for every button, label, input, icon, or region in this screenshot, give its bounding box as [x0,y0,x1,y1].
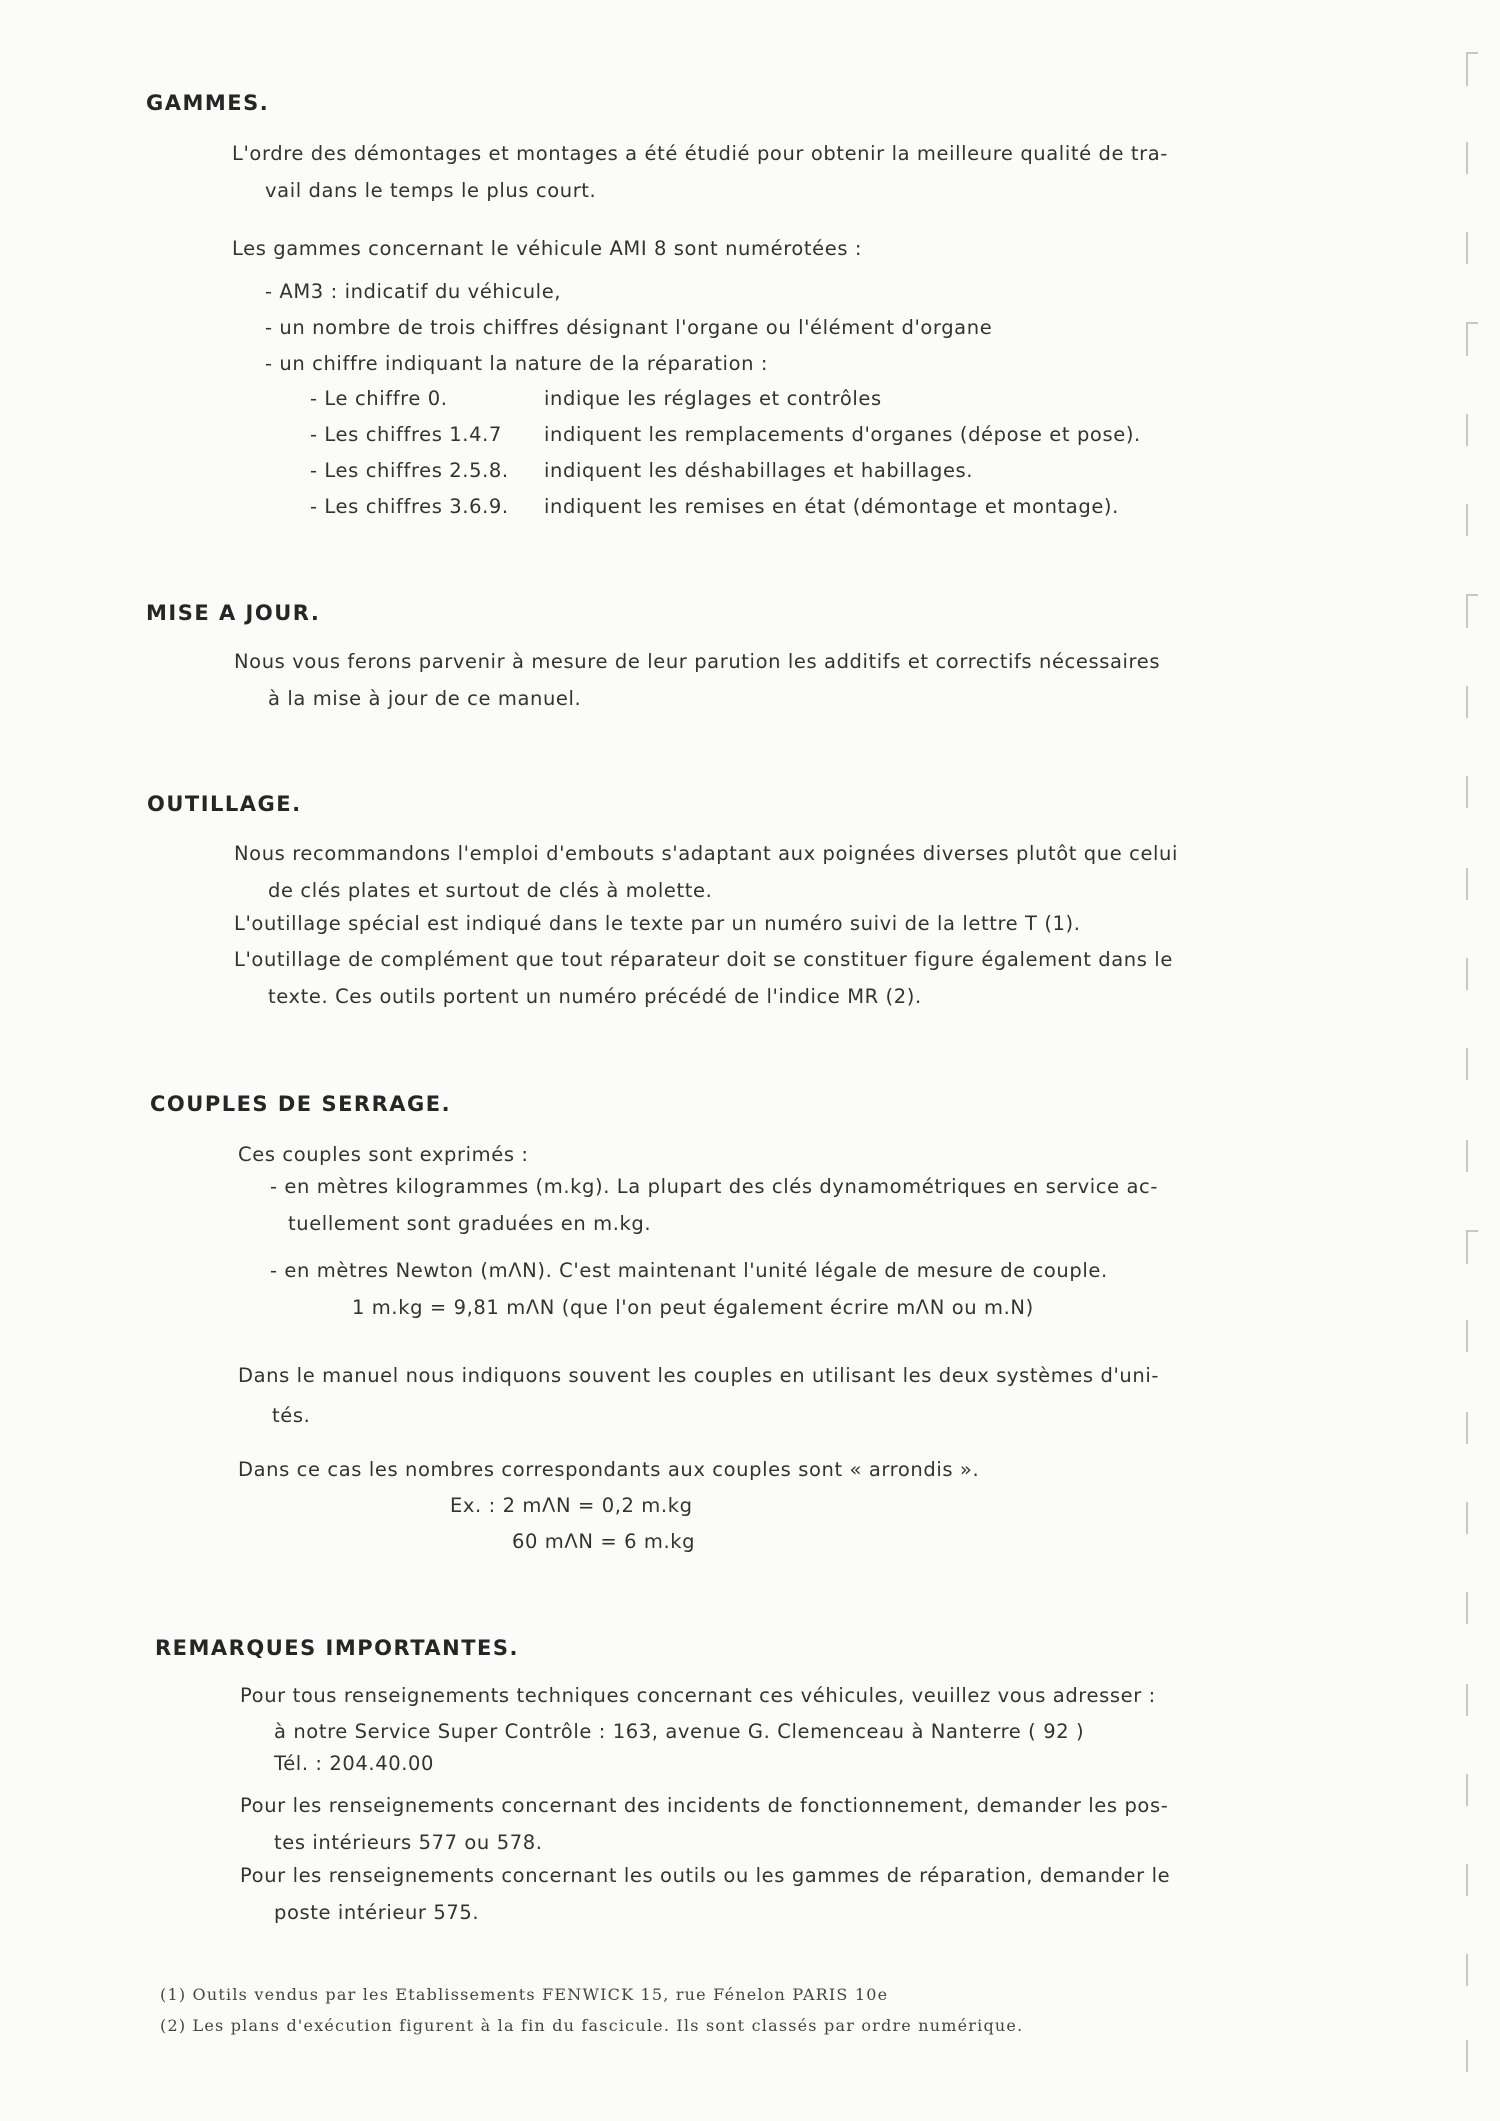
gammes-numbering-intro: Les gammes concernant le véhicule AMI 8 sont numérotées : [232,237,863,260]
gammes-item-organ: - un nombre de trois chiffres désignant l'organe ou l'élément d'organe [265,316,993,339]
heading-couples-de-serrage: COUPLES DE SERRAGE. [150,1092,452,1116]
remarques-line-2: à notre Service Super Contrôle : 163, avenue G. Clemenceau à Nanterre ( 92 ) [274,1720,1085,1743]
remarques-line-7: poste intérieur 575. [274,1901,480,1924]
couples-line-3: tuellement sont graduées en m.kg. [288,1212,652,1235]
couples-line-5: 1 m.kg = 9,81 mΛN (que l'on peut également écrire mΛN ou m.N) [352,1296,1034,1319]
code-desc: indiquent les remplacements d'organes (dépose et pose). [544,423,1141,446]
footnote-1: (1) Outils vendus par les Etablissements FENWICK 15, rue Fénelon PARIS 10e [160,1985,889,2004]
code-label: - Les chiffres 3.6.9. [310,495,509,518]
remarques-line-3: Tél. : 204.40.00 [274,1752,435,1775]
outillage-line-2: de clés plates et surtout de clés à molette. [268,879,713,902]
outillage-line-4: L'outillage de complément que tout réparateur doit se constituer figure également dans le [234,948,1173,971]
outillage-line-5: texte. Ces outils portent un numéro précédé de l'indice MR (2). [268,985,922,1008]
remarques-line-5: tes intérieurs 577 ou 578. [274,1831,543,1854]
gammes-intro-line-2: vail dans le temps le plus court. [265,179,597,202]
remarques-line-6: Pour les renseignements concernant les outils ou les gammes de réparation, demander le [240,1864,1171,1887]
couples-example-1: Ex. : 2 mΛN = 0,2 m.kg [450,1494,693,1517]
heading-mise-a-jour: MISE A JOUR. [146,601,321,625]
code-label: - Les chiffres 1.4.7 [310,423,502,446]
code-desc: indiquent les déshabillages et habillages. [544,459,974,482]
outillage-line-3: L'outillage spécial est indiqué dans le texte par un numéro suivi de la lettre T (1). [234,912,1081,935]
couples-line-7: tés. [272,1404,311,1427]
gammes-intro-line-1: L'ordre des démontages et montages a été étudié pour obtenir la meilleure qualité de tra- [232,142,1168,165]
couples-example-2: 60 mΛN = 6 m.kg [512,1530,696,1553]
heading-gammes: GAMMES. [146,91,270,115]
gammes-item-repair: - un chiffre indiquant la nature de la réparation : [265,352,769,375]
outillage-line-1: Nous recommandons l'emploi d'embouts s'adaptant aux poignées diverses plutôt que celui [234,842,1179,865]
couples-line-6: Dans le manuel nous indiquons souvent les couples en utilisant les deux systèmes d'uni- [238,1364,1159,1387]
footnote-2: (2) Les plans d'exécution figurent à la fin du fascicule. Ils sont classés par ordre numérique. [160,2016,1024,2035]
code-desc: indiquent les remises en état (démontage et montage). [544,495,1119,518]
couples-line-4: - en mètres Newton (mΛN). C'est maintenant l'unité légale de mesure de couple. [270,1259,1108,1282]
heading-remarques-importantes: REMARQUES IMPORTANTES. [155,1636,519,1660]
mise-a-jour-line-1: Nous vous ferons parvenir à mesure de leur parution les additifs et correctifs nécessaires [234,650,1161,673]
couples-line-8: Dans ce cas les nombres correspondants aux couples sont « arrondis ». [238,1458,980,1481]
mise-a-jour-line-2: à la mise à jour de ce manuel. [268,687,582,710]
couples-line-1: Ces couples sont exprimés : [238,1143,529,1166]
remarques-line-1: Pour tous renseignements techniques concernant ces véhicules, veuillez vous adresser : [240,1684,1156,1707]
couples-line-2: - en mètres kilogrammes (m.kg). La plupart des clés dynamométriques en service ac- [270,1175,1159,1198]
gammes-item-vehicle: - AM3 : indicatif du véhicule, [265,280,562,303]
heading-outillage: OUTILLAGE. [147,792,302,816]
code-desc: indique les réglages et contrôles [544,387,882,410]
code-label: - Les chiffres 2.5.8. [310,459,509,482]
code-label: - Le chiffre 0. [310,387,448,410]
remarques-line-4: Pour les renseignements concernant des incidents de fonctionnement, demander les pos- [240,1794,1169,1817]
